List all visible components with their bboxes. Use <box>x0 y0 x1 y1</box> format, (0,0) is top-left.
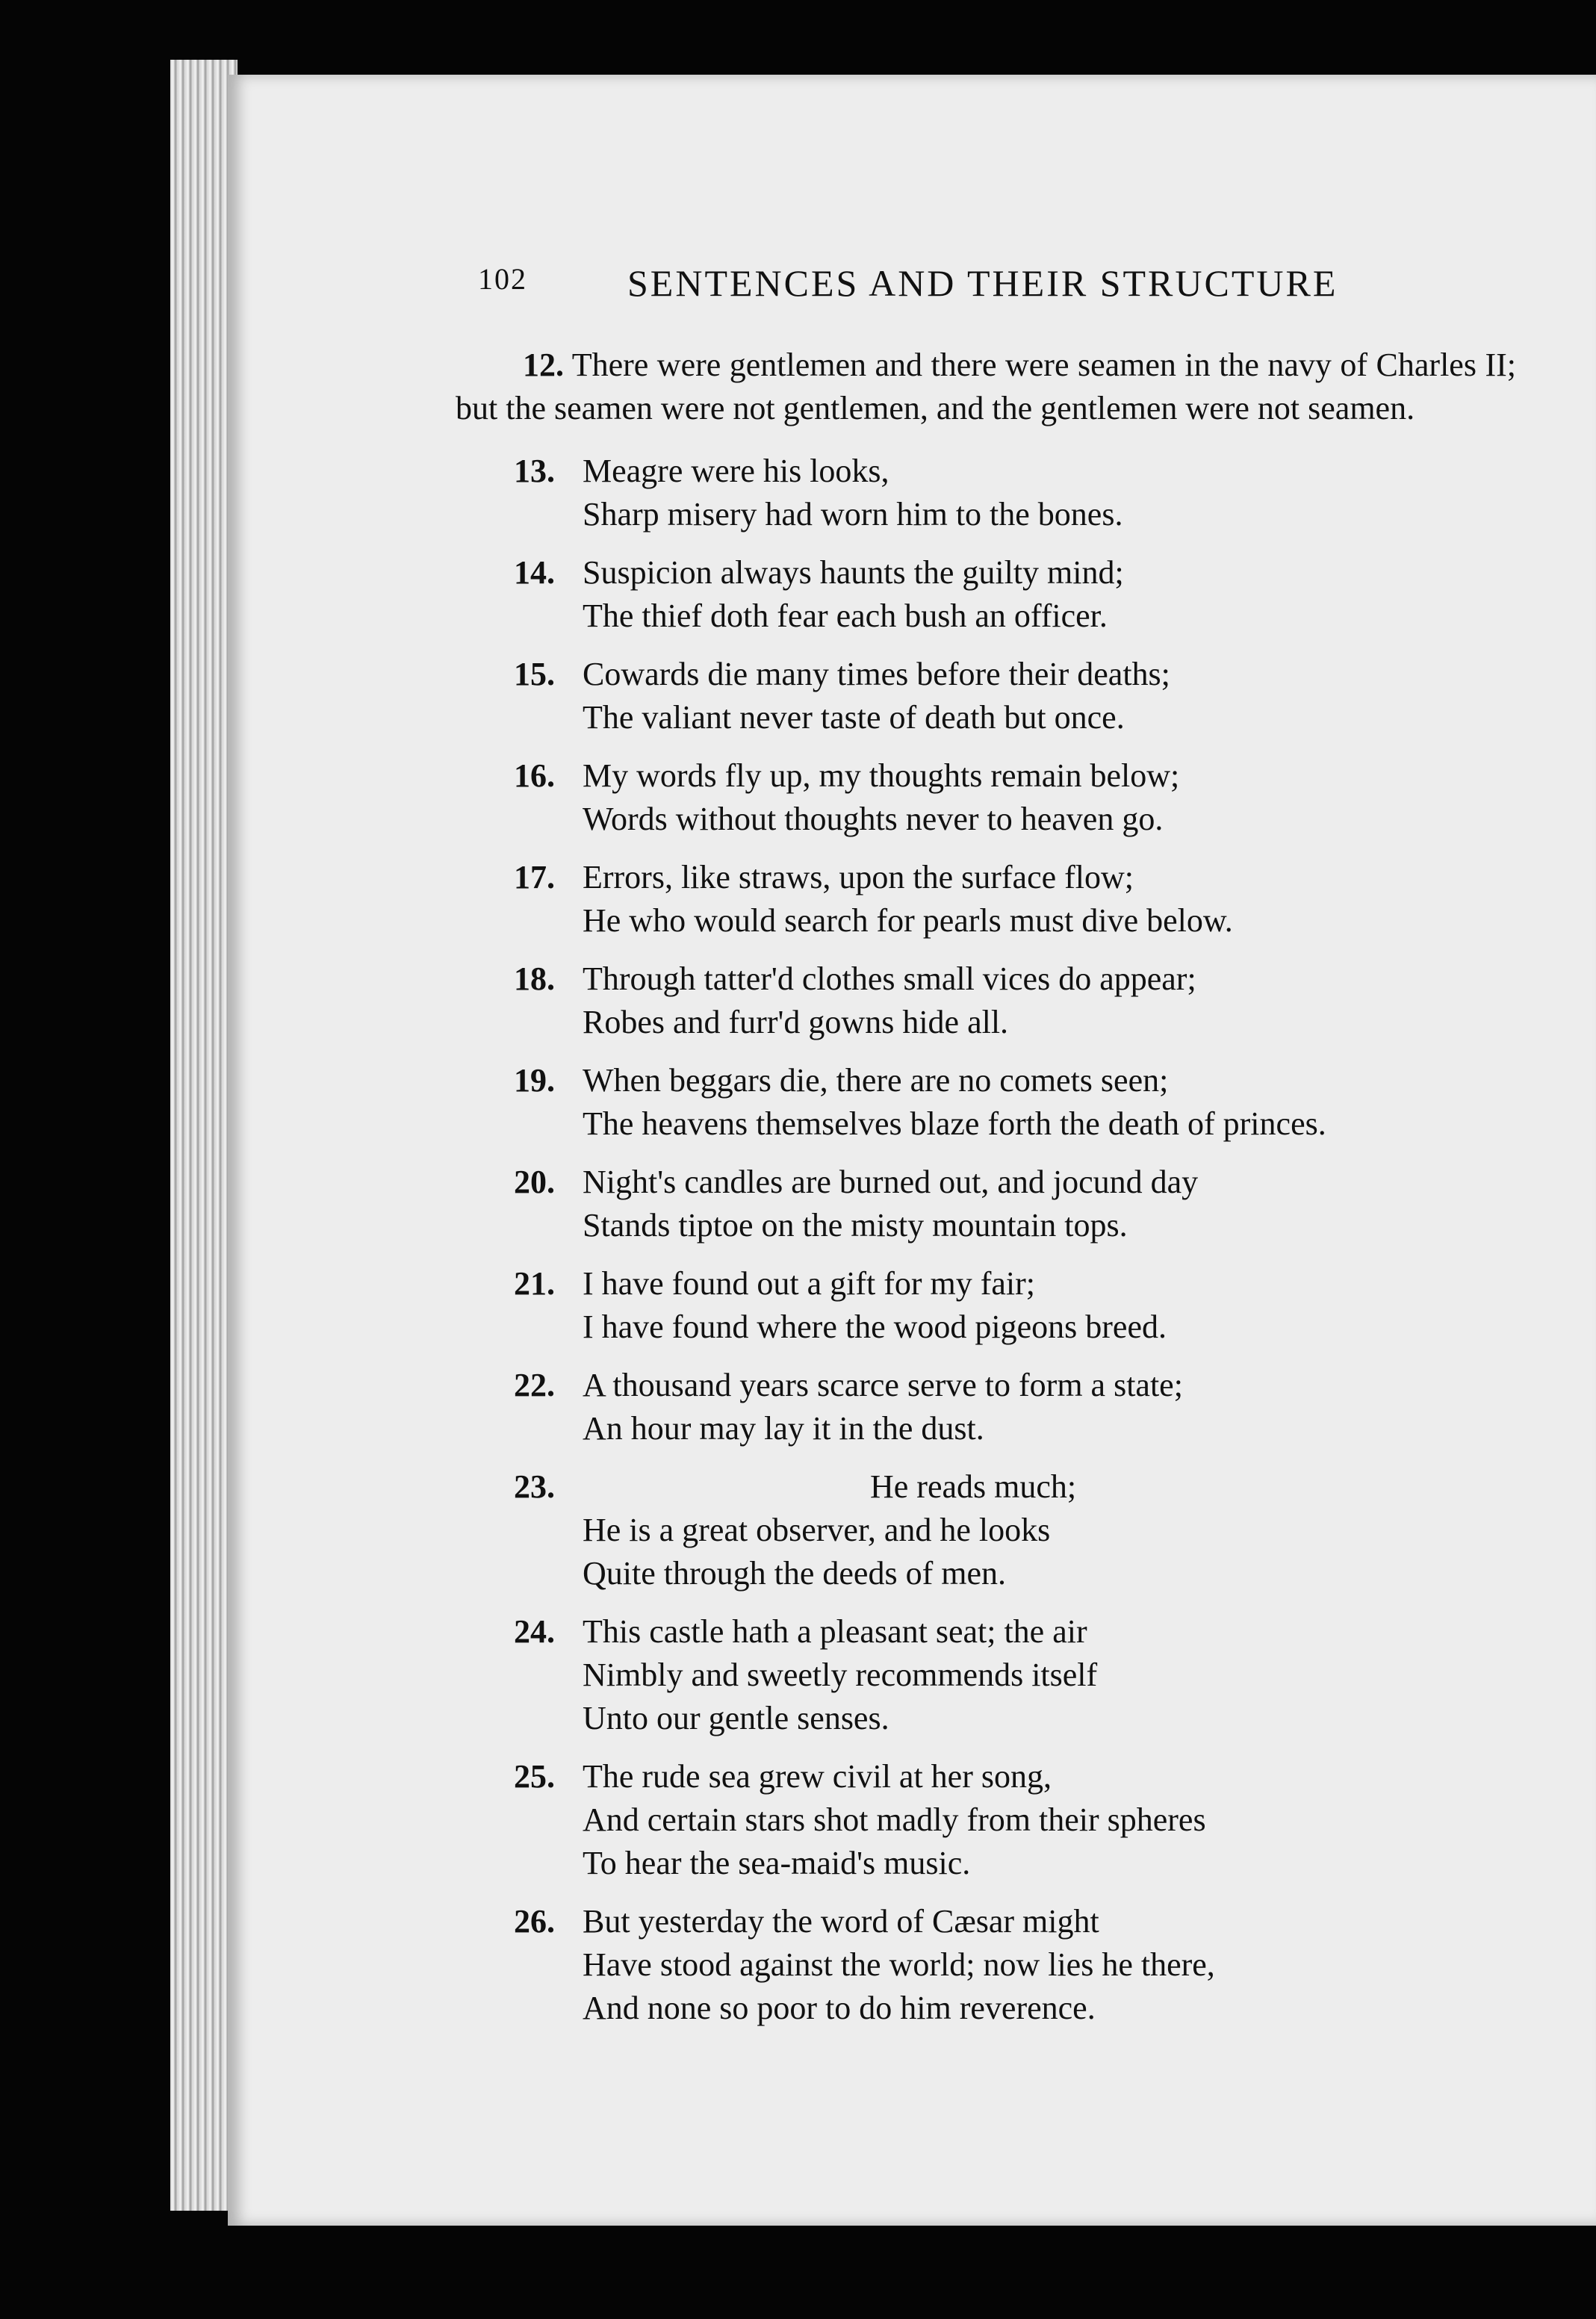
verse-line: The rude sea grew civil at her song, <box>583 1758 1052 1795</box>
verse-items <box>456 450 1516 2030</box>
exercise-item <box>456 1161 1516 1247</box>
verse-line: Unto our gentle senses. <box>583 1700 889 1736</box>
verse-line: Words without thoughts never to heaven go. <box>583 801 1164 837</box>
item-number: 17. <box>514 859 555 895</box>
item-number: 16. <box>514 757 555 794</box>
exercise-list <box>456 344 1516 2045</box>
verse-line: And certain stars shot madly from their spheres <box>583 1801 1206 1838</box>
exercise-item <box>456 1465 1516 1595</box>
verse-line: To hear the sea-maid's music. <box>583 1845 971 1881</box>
verse-line: And none so poor to do him reverence. <box>583 1990 1096 2026</box>
verse-line: The valiant never taste of death but once. <box>583 699 1125 736</box>
verse-line: Sharp misery had worn him to the bones. <box>583 496 1123 533</box>
running-title: SENTENCES AND THEIR STRUCTURE <box>627 262 1338 304</box>
exercise-item <box>456 754 1516 841</box>
verse-line: Cowards die many times before their deaths; <box>583 656 1170 692</box>
verse-line: I have found where the wood pigeons breed. <box>583 1308 1167 1345</box>
verse-line: Night's candles are burned out, and jocund day <box>583 1164 1199 1200</box>
verse-line: He reads much; <box>870 1468 1077 1505</box>
exercise-item <box>456 450 1516 536</box>
verse-line: But yesterday the word of Cæsar might <box>583 1903 1099 1940</box>
exercise-item <box>456 1262 1516 1349</box>
verse-line: He is a great observer, and he looks <box>583 1512 1051 1548</box>
item-number: 12. <box>523 347 564 383</box>
exercise-item <box>456 1900 1516 2030</box>
verse-line: Stands tiptoe on the misty mountain tops. <box>583 1207 1128 1244</box>
item-number: 20. <box>514 1164 555 1200</box>
verse-line: Nimbly and sweetly recommends itself <box>583 1657 1098 1693</box>
item-text: There were gentlemen and there were seamen in the navy of Charles II; but the seamen were not gentlemen, and the gentlemen were not seamen. <box>456 347 1516 426</box>
item-number: 23. <box>514 1468 555 1505</box>
verse-line: The heavens themselves blaze forth the death of princes. <box>583 1105 1326 1142</box>
exercise-item <box>456 551 1516 638</box>
verse-line: An hour may lay it in the dust. <box>583 1410 984 1447</box>
exercise-item <box>456 1610 1516 1740</box>
item-number: 13. <box>514 453 555 489</box>
item-number: 22. <box>514 1367 555 1403</box>
item-number: 24. <box>514 1613 555 1650</box>
item-number: 26. <box>514 1903 555 1940</box>
verse-line: Through tatter'd clothes small vices do appear; <box>583 960 1196 997</box>
item-number: 21. <box>514 1265 555 1302</box>
exercise-item <box>456 957 1516 1044</box>
page-number: 102 <box>478 262 527 296</box>
verse-line: Have stood against the world; now lies he there, <box>583 1946 1215 1983</box>
item-number: 25. <box>514 1758 555 1795</box>
exercise-item <box>456 856 1516 943</box>
item-number: 15. <box>514 656 555 692</box>
verse-line: A thousand years scarce serve to form a state; <box>583 1367 1183 1403</box>
verse-line: This castle hath a pleasant seat; the air <box>583 1613 1087 1650</box>
exercise-item <box>456 1755 1516 1885</box>
item-number: 19. <box>514 1062 555 1099</box>
exercise-item <box>456 653 1516 739</box>
item-number: 14. <box>514 554 555 591</box>
verse-line: Suspicion always haunts the guilty mind; <box>583 554 1124 591</box>
exercise-item <box>456 1059 1516 1146</box>
verse-line: Errors, like straws, upon the surface flow; <box>583 859 1134 895</box>
verse-line: Quite through the deeds of men. <box>583 1555 1006 1592</box>
verse-line: My words fly up, my thoughts remain below; <box>583 757 1180 794</box>
exercise-item <box>456 1364 1516 1450</box>
verse-line: Meagre were his looks, <box>583 453 889 489</box>
exercise-item-prose <box>456 344 1516 430</box>
verse-line: He who would search for pearls must dive below. <box>583 902 1233 939</box>
verse-line: I have found out a gift for my fair; <box>583 1265 1036 1302</box>
verse-line: The thief doth fear each bush an officer. <box>583 597 1108 634</box>
verse-line: When beggars die, there are no comets seen; <box>583 1062 1169 1099</box>
verse-line: Robes and furr'd gowns hide all. <box>583 1004 1009 1040</box>
item-number: 18. <box>514 960 555 997</box>
